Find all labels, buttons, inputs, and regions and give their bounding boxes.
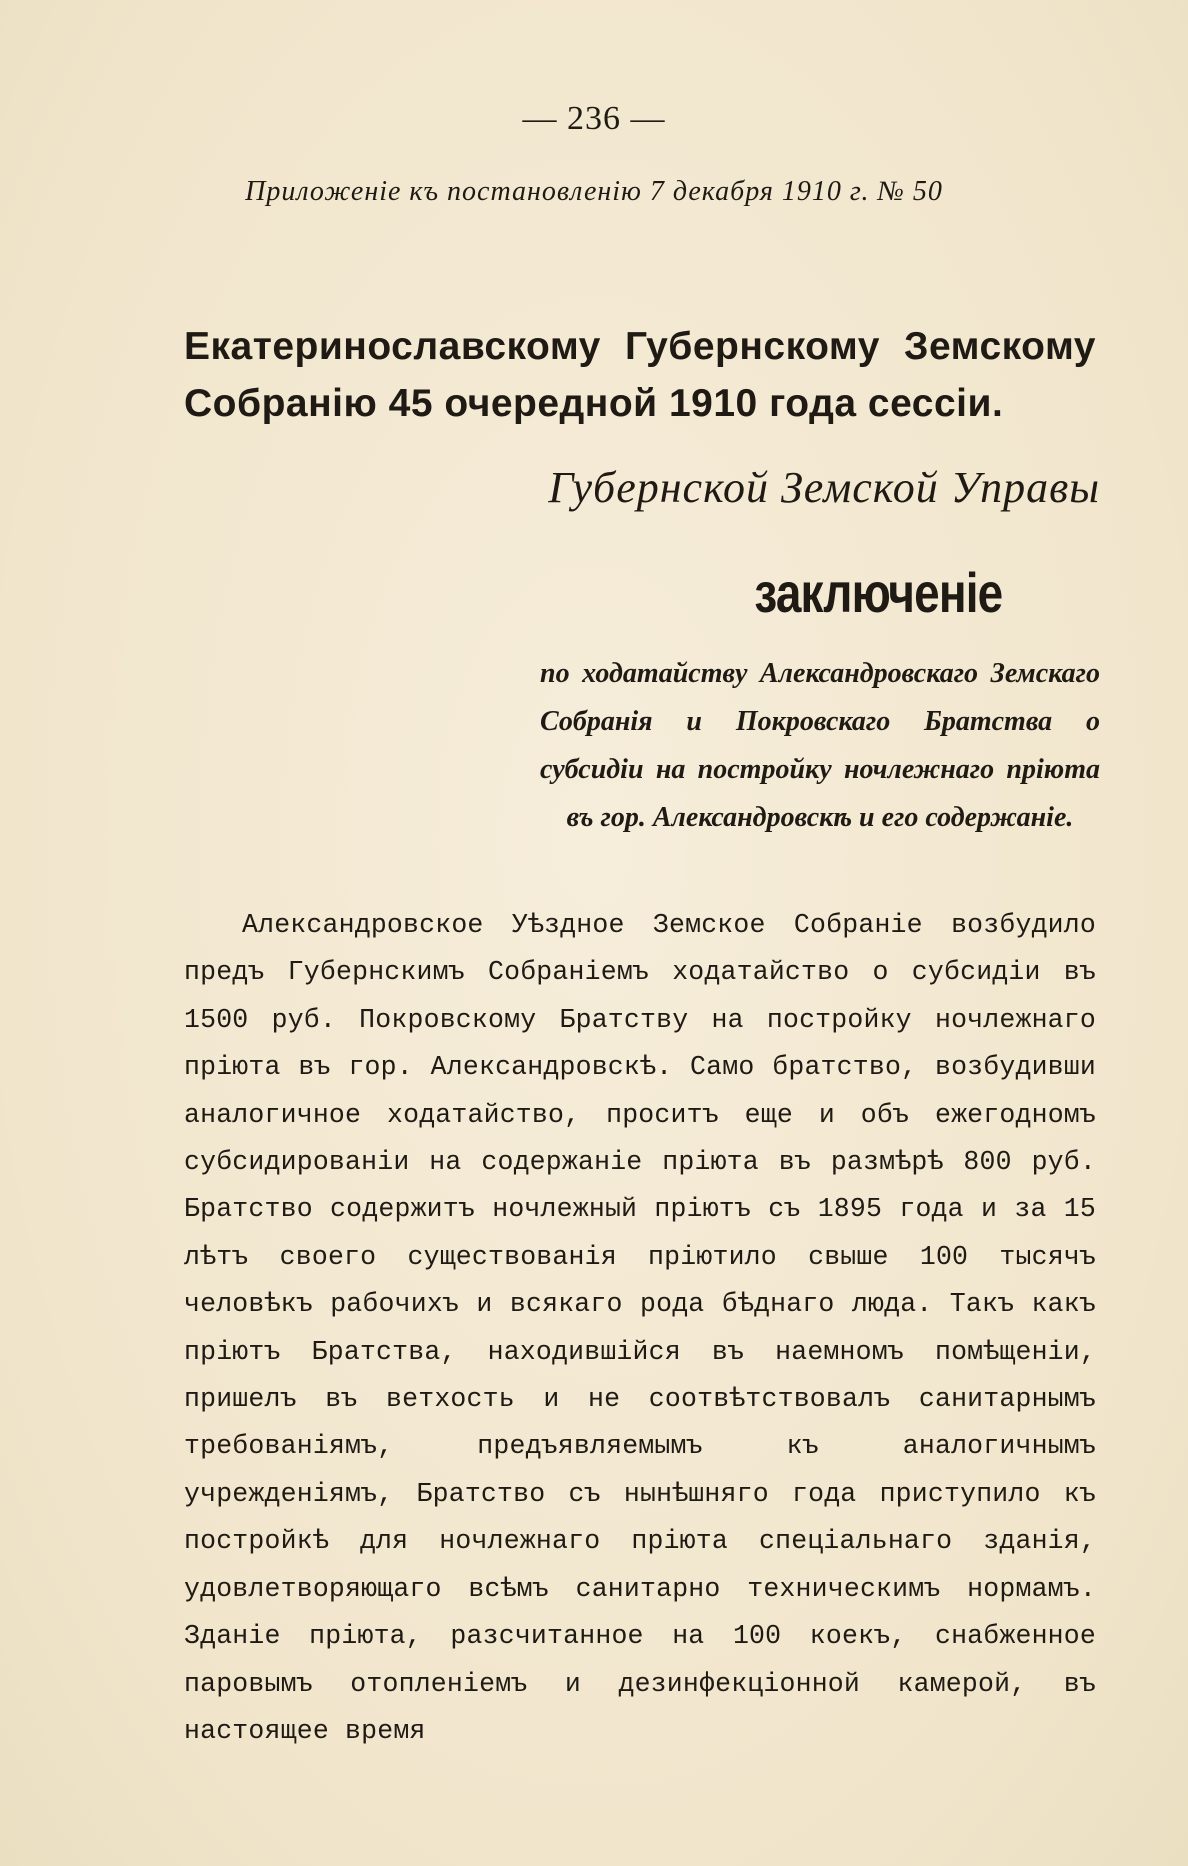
appendix-note: Приложеніе къ постановленію 7 декабря 1910 г. № 50: [245, 176, 943, 207]
page-number: — 236 —: [522, 100, 666, 137]
document-title: Екатеринославскому Губернскому Земскому Собранію 45 очередной 1910 года сессіи.: [184, 325, 1096, 425]
issuer-line: Губернской Земской Управы: [548, 463, 1100, 512]
document-type-heading: заключеніе: [754, 561, 1002, 624]
document-subject: по ходатайству Александровскаго Земскаго Собранія и Покровскаго Братства о субсидіи на постройку ночлежнаго пріюта въ гор. Александровскѣ и его содержаніе.: [540, 658, 1100, 833]
body-paragraph: Александровское Уѣздное Земское Собраніе возбудило предъ Губернскимъ Собраніемъ ходатайство о субсидіи въ 1500 руб. Покровскому Братству на постройку ночлежнаго пріюта въ гор. Александровскѣ. Само братство, возбудивши аналогичное ходатайство, проситъ еще и объ ежегодномъ субсидированіи на содержаніе пріюта въ размѣрѣ 800 руб. Братство содержитъ ночлежный пріютъ съ 1895 года и за 15 лѣтъ своего существованія пріютило свыше 100 тысячъ человѣкъ рабочихъ и всякаго рода бѣднаго люда. Такъ какъ пріютъ Братства, находившійся въ наемномъ помѣщеніи, пришелъ въ ветхость и не соотвѣтствовалъ санитарнымъ требованіямъ, предъявляемымъ къ аналогичнымъ учрежденіямъ, Братство съ нынѣшняго года приступило къ постройкѣ для ночлежнаго пріюта спеціальнаго зданія, удовлетворяющаго всѣмъ санитарно техническимъ нормамъ. Зданіе пріюта, разсчитанное на 100 коекъ, снабженное паровымъ отопленіемъ и дезинфекціонной камерой, въ настоящее время: [184, 910, 1096, 1746]
